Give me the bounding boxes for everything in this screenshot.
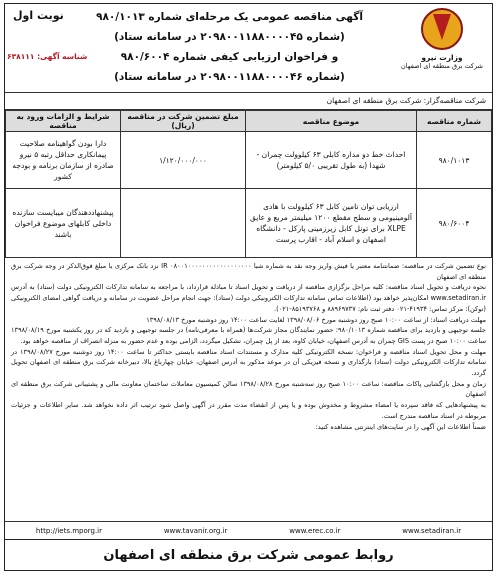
notice-title — [63, 7, 396, 87]
site-link[interactable]: www.setadiran.ir — [402, 527, 462, 535]
guarantee-type: نوع تضمین شرکت در مناقصه: ضمانتنامه معتبر یا فیش واریز وجه نقد به شماره شبا IR ۰۸۰۰۱۰۰۰۰۰۰۰۰۰۰۰۰۰۰۰۰۰۰ نزد بانک مرکزی یا مبلغ فوق‌الذکر در وجه شرکت برق منطقه ای اصفهان — [11, 262, 487, 281]
docs-deadline: مهلت دریافت اسناد: از ساعت ۱۰:۰۰ صبح روز دوشنبه مورخ ۱۳۹۸/۰۸/۰۶ لغایت ساعت ۱۴:۰۰ روز دوشنبه مورخ ۱۳۹۸/۰۸/۱۳ — [146, 315, 486, 324]
submission-deadline: مهلت و محل تحویل اسناد مناقصه و فراخوان: نسخه الکترونیکی کلیه مدارک و مستندات اسناد مناقصه بایستی حداکثر تا ساعت ۱۴:۰۰ روز دوشنبه مورخ ۱۳۹۸/۰۸/۲۷ در سامانه تدارکات الکترونیکی دولت (ستاد) بارگذاری و نسخه فیزیکی آن در موعد مذکور به آدرس اصفهان، خیابان چهارباغ بالا، دبیرخانه شرکت برق منطقه ای اصفهان تحویل گردد. — [11, 347, 486, 378]
tender-table — [5, 110, 492, 258]
site-link[interactable]: www.erec.co.ir — [289, 527, 341, 535]
briefing-session: جلسه توجیهی و بازدید برای مناقصه شماره ۹۸۰/۱۰۱۳: حضور نمایندگان مجاز شرکت‌ها (همراه با معرفی‌نامه) در جلسه توجیهی و بازدید که در روز یکشنبه مورخ ۱۳۹۸/۰۸/۱۹ ساعت ۱۰:۰۰ صبح در پست GIS چمران به آدرس اصفهان، خیابان کاوه، بعد از پل چمران، تشکیل میگردد، الزامی بوده و عدم حضور به منزله انصراف از مناقصه خواهد بود. — [11, 326, 486, 345]
row-number: ۹۸۰/۶۰۰۴ — [417, 189, 492, 258]
tender-notice — [4, 3, 493, 571]
row-number: ۹۸۰/۱۰۱۳ — [417, 132, 492, 189]
public-relations-footer — [5, 539, 492, 570]
col-number: شماره مناقصه — [417, 111, 492, 132]
tenderer-line: شرکت مناقصه‌گزار: شرکت برق منطقه ای اصفهان — [5, 93, 492, 110]
company-logo-block — [398, 8, 486, 70]
notice-body — [5, 258, 492, 435]
row-subject: احداث خط دو مداره کابلی ۶۳ کیلوولت چمران - شهدا (به طول تقریبی ۵/۰ کیلومتر) — [246, 132, 417, 189]
row-conditions: دارا بودن گواهینامه صلاحیت پیمانکاری حداقل رتبه ۵ نیرو صادره از سازمان برنامه و بودجه کشور — [6, 132, 121, 189]
opening-time: زمان و محل بازگشایی پاکات مناقصه: ساعت ۱۰:۰۰ صبح روز سه‌شنبه مورخ ۱۳۹۸/۰۸/۲۸ سالن کمیسیون معاملات ساختمان معاونت مالی و پشتیبانی شرکت برق منطقه ای اصفهان — [11, 379, 486, 399]
title-line-3: و فراخوان ارزیابی کیفی شماره ۹۸۰/۶۰۰۴ — [120, 51, 339, 63]
company-name: شرکت برق منطقه ای اصفهان — [400, 62, 484, 70]
row-conditions: پیشنهاددهندگان میبایست سازنده داخلی کابلهای موضوع فراخوان باشند — [6, 189, 121, 258]
row-guarantee — [121, 189, 246, 258]
footer-websites — [5, 521, 492, 540]
title-line-1: آگهی مناقصه عمومی یک مرحله‌ای شماره ۹۸۰/۱۰۱۳ — [96, 11, 363, 23]
row-subject: ارزیابی توان تامین کابل ۶۳ کیلوولت با هادی آلومینیومی و سطح مقطع ۱۲۰۰ میلیمتر مربع و عایق XLPE برای تونل کابل زیرزمینی پارکل - دانشگاه اصفهان و اسلام آباد - اقارب پرست — [246, 189, 417, 258]
notice-header — [5, 4, 492, 93]
footer-title: روابط عمومی شرکت برق منطقه ای اصفهان — [103, 547, 394, 563]
col-guarantee: مبلغ تضمین شرکت در مناقصه (ریال) — [121, 111, 246, 132]
table-row — [6, 189, 492, 258]
general-notes: به پیشنهادهایی که فاقد سپرده یا امضاء مشروط و مخدوش بوده و یا پس از انقضاء مدت مقرر در آگهی واصل شود ترتیب اثر داده نخواهد شد. سایر اطلاعات و جزئیات مربوطه در اسناد مناقصه مندرج است. — [11, 401, 486, 420]
nobat-label: نوبت اول — [9, 8, 68, 23]
site-link[interactable]: http://iets.mporg.ir — [35, 527, 103, 535]
ministry-name: وزارت نیرو — [421, 53, 463, 62]
col-conditions: شرایط و الزامات ورود به مناقصه — [6, 111, 121, 132]
title-line-2: (شماره ۲۰۹۸۰۰۱۱۸۸۰۰۰۰۴۵ در سامانه ستاد) — [114, 31, 345, 43]
row-guarantee: ۱/۱۲۰/۰۰۰/۰۰۰ — [121, 132, 246, 189]
sites-note: ضمناً اطلاعات این آگهی را در سایت‌های اینترنتی مشاهده کنید: — [315, 422, 486, 431]
site-link[interactable]: www.tavanir.org.ir — [163, 527, 228, 535]
table-row — [6, 132, 492, 189]
col-subject: موضوع مناقصه — [246, 111, 417, 132]
ad-id: شناسه آگهی: ۶۳۸۱۱۱ — [7, 52, 88, 61]
tavanir-logo-icon — [421, 8, 463, 50]
title-line-4: (شماره ۲۰۹۸۰۰۱۱۸۸۰۰۰۰۴۶ در سامانه ستاد) — [114, 71, 345, 83]
docs-procedure: نحوه دریافت و تحویل اسناد مناقصه: کلیه مراحل برگزاری مناقصه از دریافت و تحویل اسناد تا مبادله قرارداد، با مراجعه به سامانه تدارکات الکترونیکی دولت (ستاد) به آدرس www.setadiran.ir امکان‌پذیر خواهد بود (اطلاعات تماس سامانه تدارکات الکترونیکی دولت (ستاد): جهت انجام مراحل عضویت در سامانه و دریافت گواهی امضای الکترونیکی (توکن): مرکز تماس: ۴۱۹۳۴-۰۲۱ دفتر ثبت نام: ۸۸۹۶۹۷۳۷ و ۸۵۱۹۳۷۶۸-۰۲۱). — [11, 283, 486, 313]
